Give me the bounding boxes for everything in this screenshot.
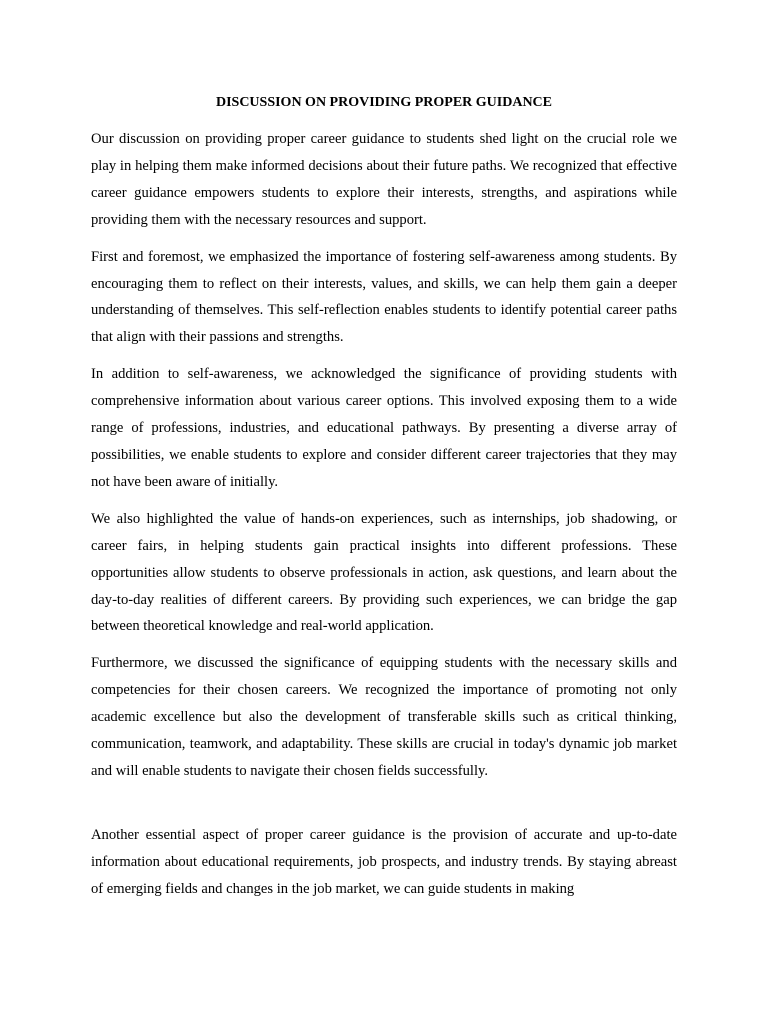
document-title: DISCUSSION ON PROVIDING PROPER GUIDANCE [215,95,553,110]
paragraph-3: In addition to self-awareness, we acknowledged the significance of providing students with comprehensive information about various career options. This involved exposing them to a wide range of professions, industries, and educational pathways. By presenting a diverse array of possibilities, we enable students to explore and consider different career trajectories that they may not have been aware of initially. [91,366,677,490]
paragraph-6: Another essential aspect of proper career guidance is the provision of accurate and up-to-date information about educational requirements, job prospects, and industry trends. By staying abreast of emerging fields and changes in the job market, we can guide students in making [91,826,677,897]
document-body [91,90,677,903]
paragraph-4: We also highlighted the value of hands-on experiences, such as internships, job shadowing, or career fairs, in helping students gain practical insights into different professions. These opportunities allow students to observe professionals in action, ask questions, and learn about the day-to-day realities of different careers. By providing such experiences, we can bridge the gap between theoretical knowledge and real-world application. [91,510,677,635]
paragraph-1: Our discussion on providing proper career guidance to students shed light on the crucial role we play in helping them make informed decisions about their future paths. We recognized that effective career guidance empowers students to explore their interests, strengths, and aspirations while providing them with the necessary resources and support. [91,131,677,228]
paragraph-2: First and foremost, we emphasized the importance of fostering self-awareness among students. By encouraging them to reflect on their interests, values, and skills, we can help them gain a deeper understanding of themselves. This self-reflection enables students to identify potential career paths that align with their passions and strengths. [91,248,677,346]
paragraph-5: Furthermore, we discussed the significance of equipping students with the necessary skills and competencies for their chosen careers. We recognized the importance of promoting not only academic excellence but also the development of transferable skills such as critical thinking, communication, teamwork, and adaptability. These skills are crucial in today's dynamic job market and will enable students to navigate their chosen fields successfully. [91,655,677,779]
